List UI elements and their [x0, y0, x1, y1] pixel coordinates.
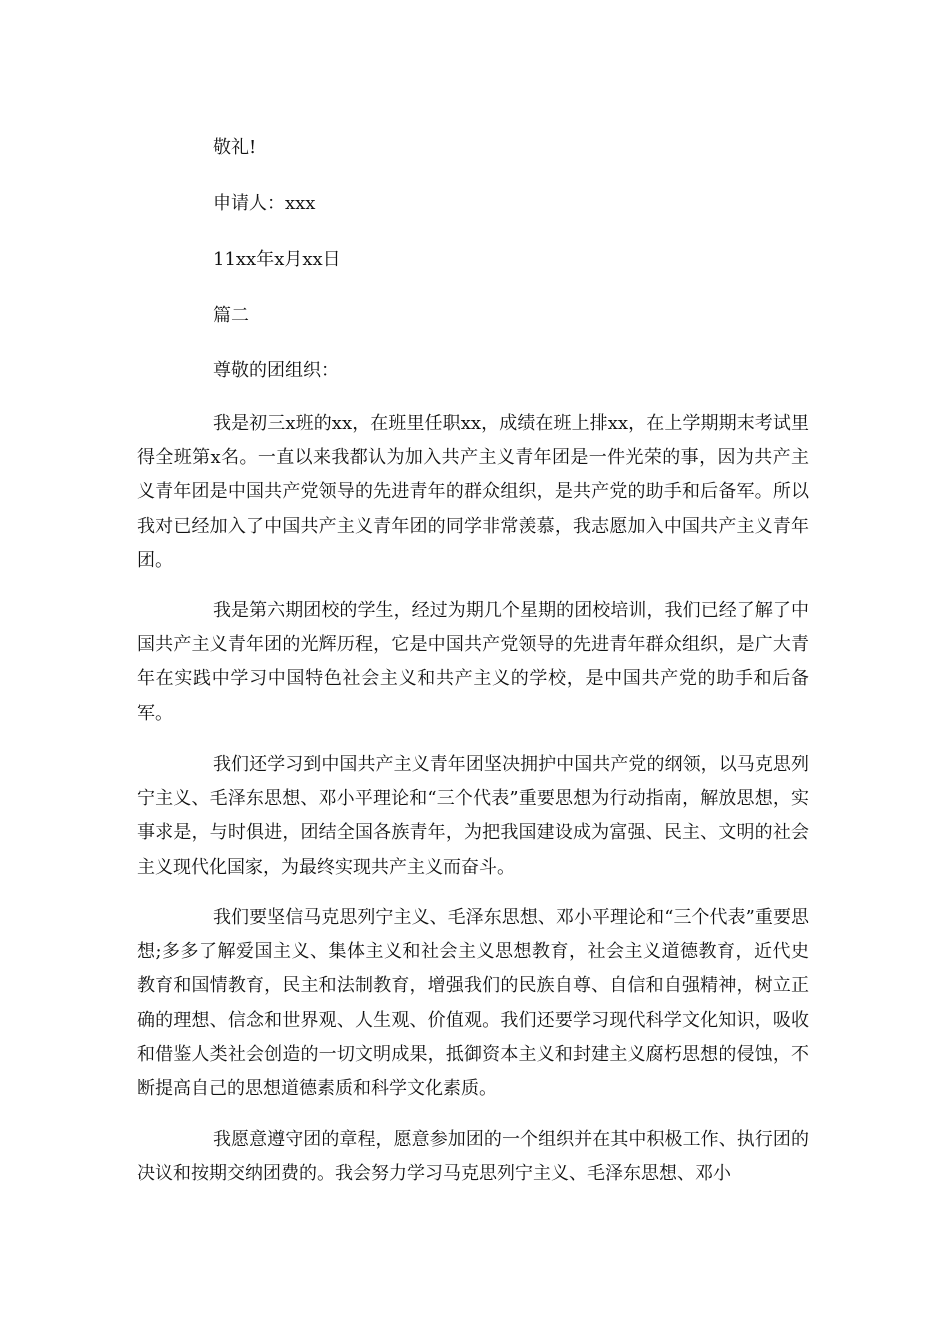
body-paragraph: 我愿意遵守团的章程，愿意参加团的一个组织并在其中积极工作、执行团的决议和按期交纳团费的。我会努力学习马克思列宁主义、毛泽东思想、邓小: [137, 1129, 809, 1185]
body-paragraph: 我们还学习到中国共产主义青年团坚决拥护中国共产党的纲领，以马克思列宁主义、毛泽东思想、邓小平理论和“三个代表”重要思想为行动指南，解放思想，实事求是，与时俱进，团结全国各族青年，为把我国建设成为富强、民主、文明的社会主义现代化国家，为最终实现共产主义而奋斗。: [137, 754, 809, 878]
body-paragraph: 我是第六期团校的学生，经过为期几个星期的团校培训，我们已经了解了中国共产主义青年团的光辉历程，它是中国共产党领导的先进青年群众组织，是广大青年在实践中学习中国特色社会主义和共产主义的学校，是中国共产党的助手和后备军。: [137, 600, 809, 724]
salutation-line: 尊敬的团组织：: [213, 360, 339, 381]
body-paragraph: 我是初三x班的xx，在班里任职xx，成绩在班上排xx，在上学期期末考试里得全班第x名。一直以来我都认为加入共产主义青年团是一件光荣的事，因为共产主义青年团是中国共产党领导的先进青年的群众组织，是共产党的助手和后备军。所以我对已经加入了中国共产主义青年团的同学非常羡慕，我志愿加入中国共产主义青年团。: [137, 413, 809, 571]
closing-line: 敬礼!: [213, 137, 257, 158]
body-paragraph: 我们要坚信马克思列宁主义、毛泽东思想、邓小平理论和“三个代表”重要思想;多多了解爱国主义、集体主义和社会主义思想教育，社会主义道德教育，近代史教育和国情教育，民主和法制教育，增强我们的民族自尊、自信和自强精神，树立正确的理想、信念和世界观、人生观、价值观。我们还要学习现代科学文化知识，吸收和借鉴人类社会创造的一切文明成果，抵御资本主义和封建主义腐朽思想的侵蚀，不断提高自己的思想道德素质和科学文化素质。: [137, 907, 809, 1100]
applicant-line: 申请人：xxx: [213, 193, 316, 214]
date-line: 11xx年x月xx日: [213, 249, 341, 270]
section-label: 篇二: [213, 305, 249, 326]
